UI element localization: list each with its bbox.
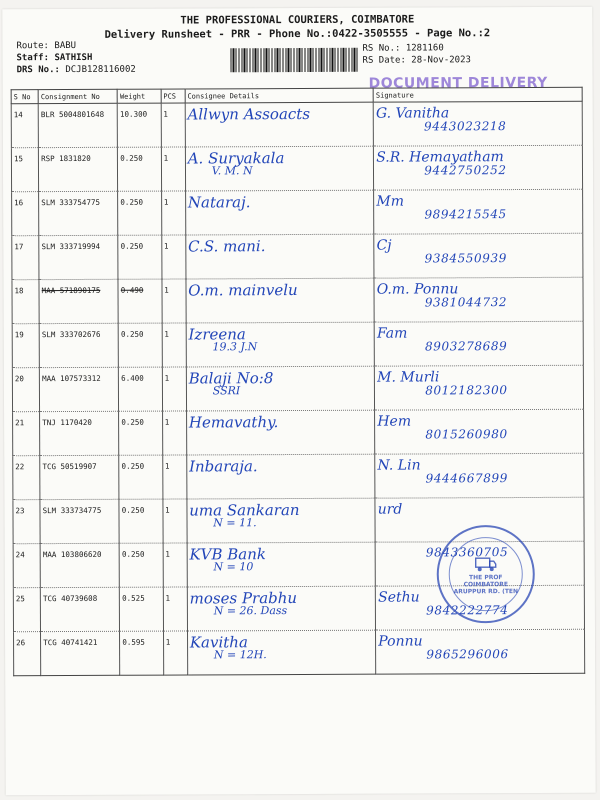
seal-line-2: COIMBATORE bbox=[463, 580, 509, 588]
cell-consignment bbox=[40, 543, 119, 587]
sno-text: 18 bbox=[14, 286, 24, 296]
sno-text: 21 bbox=[15, 418, 25, 428]
table-row bbox=[13, 453, 584, 499]
cell-weight bbox=[119, 543, 163, 587]
cell-consignee-details bbox=[187, 586, 376, 631]
consignment-text: SLM 333754775 bbox=[41, 197, 101, 208]
weight-text: 0.250 bbox=[120, 329, 144, 339]
pcs-text: 1 bbox=[164, 329, 169, 339]
weight-text: 10.300 bbox=[119, 109, 148, 119]
consignment-text: TNJ 1170420 bbox=[42, 417, 92, 428]
table-row bbox=[11, 145, 582, 191]
cell-pcs bbox=[161, 147, 185, 191]
cell-sno bbox=[13, 500, 40, 544]
staff-value: SATHISH bbox=[54, 52, 93, 64]
sno-text: 25 bbox=[15, 594, 25, 604]
cell-sno bbox=[12, 324, 39, 368]
consignment-text: BLR 5004801648 bbox=[40, 109, 105, 120]
pcs-text: 1 bbox=[165, 593, 171, 603]
cell-consignee-details bbox=[186, 322, 375, 367]
pcs-text: 1 bbox=[163, 197, 169, 207]
cell-weight bbox=[118, 147, 162, 191]
pcs-text: 1 bbox=[164, 461, 170, 471]
cell-consignment bbox=[38, 103, 117, 147]
cell-sno bbox=[13, 412, 40, 456]
consignee-handwriting: Kavitha bbox=[189, 633, 248, 652]
pcs-text: 1 bbox=[165, 505, 170, 515]
pcs-text: 1 bbox=[164, 417, 170, 427]
runsheet-page bbox=[2, 7, 595, 796]
cell-pcs bbox=[162, 411, 186, 455]
consignee-address-handwriting: N = 11. bbox=[213, 516, 257, 530]
consignment-text: MAA 107573312 bbox=[42, 373, 101, 384]
cell-signature bbox=[374, 277, 583, 322]
cell-sno bbox=[13, 544, 40, 588]
cell-signature bbox=[374, 233, 583, 278]
cell-sno bbox=[12, 368, 39, 412]
cell-consignee-details bbox=[187, 542, 376, 587]
consignment-text: RSP 1831820 bbox=[41, 153, 91, 164]
cell-weight bbox=[119, 499, 163, 543]
consignee-handwriting: Nataraj. bbox=[187, 193, 251, 212]
consignment-text: TCG 40741421 bbox=[43, 637, 98, 648]
cell-signature bbox=[375, 365, 584, 410]
cell-consignment bbox=[40, 411, 119, 455]
receiver-phone-handwriting: 8012182300 bbox=[425, 383, 508, 398]
consignee-handwriting: uma Sankaran bbox=[189, 500, 300, 520]
cell-consignee-details bbox=[186, 234, 375, 279]
drs-value: DCJB128116002 bbox=[65, 64, 136, 76]
cell-consignment bbox=[41, 631, 120, 675]
cell-consignee-details bbox=[187, 454, 376, 499]
cell-consignee-details bbox=[186, 278, 375, 323]
receiver-phone-handwriting: 9442750252 bbox=[424, 163, 507, 178]
company-title: THE PROFESSIONAL COURIERS, COIMBATORE bbox=[180, 13, 415, 27]
receiver-signature: Hem bbox=[377, 413, 412, 430]
cell-sno bbox=[11, 104, 38, 148]
staff-line bbox=[16, 53, 92, 63]
cell-weight bbox=[119, 455, 163, 499]
col-consignee-details: Consignee Details bbox=[185, 88, 374, 103]
consignee-handwriting: Balaji No:8 bbox=[188, 369, 274, 388]
cell-weight bbox=[119, 367, 163, 411]
cell-pcs bbox=[163, 587, 187, 631]
receiver-signature: G. Vanitha bbox=[375, 105, 450, 122]
cell-signature bbox=[375, 409, 584, 454]
sno-text: 20 bbox=[14, 374, 24, 384]
cell-weight bbox=[119, 411, 163, 455]
cell-consignment bbox=[40, 499, 119, 543]
receiver-phone-handwriting: 9384550939 bbox=[424, 251, 508, 266]
consignee-address-handwriting: N = 12H. bbox=[213, 648, 267, 662]
table-row bbox=[14, 629, 585, 675]
cell-sno bbox=[12, 192, 39, 236]
weight-text: 0.250 bbox=[120, 241, 144, 251]
cell-weight bbox=[118, 235, 162, 279]
receiver-signature: N. Lin bbox=[377, 457, 421, 474]
table-row bbox=[12, 233, 583, 279]
col-consignment: Consignment No bbox=[38, 89, 117, 103]
sno-text: 17 bbox=[14, 242, 24, 252]
receiver-signature: S.R. Hemayatham bbox=[376, 149, 504, 166]
consignee-address-handwriting: V. M. N bbox=[211, 164, 253, 178]
consignee-address-handwriting: N = 26. Dass bbox=[213, 604, 288, 618]
sno-text: 23 bbox=[15, 506, 25, 516]
cell-signature bbox=[374, 145, 583, 190]
receiver-signature: Cj bbox=[376, 237, 392, 254]
cell-consignment bbox=[40, 455, 119, 499]
cell-weight bbox=[118, 279, 162, 323]
consignee-handwriting: O.m. mainvelu bbox=[188, 281, 298, 300]
consignee-handwriting: A. Suryakala bbox=[187, 149, 285, 168]
seal-line-3: ARUPPUR RD. (TEN bbox=[453, 587, 519, 595]
cell-pcs bbox=[162, 323, 186, 367]
cell-consignment bbox=[39, 191, 118, 235]
weight-text: 0.595 bbox=[122, 637, 145, 647]
consignee-handwriting: Izreena bbox=[188, 325, 246, 344]
rs-date-value: 28-Nov-2023 bbox=[411, 55, 471, 66]
rs-no-value: 1281160 bbox=[405, 43, 444, 54]
consignment-text: MAA 571890175 bbox=[41, 285, 101, 296]
cell-consignment bbox=[39, 147, 118, 191]
col-sno: S No bbox=[11, 90, 38, 104]
cell-sno bbox=[12, 280, 39, 324]
table-row bbox=[13, 409, 584, 455]
cell-weight bbox=[117, 103, 161, 147]
col-signature: Signature bbox=[373, 87, 582, 102]
cell-consignee-details bbox=[185, 190, 374, 235]
weight-text: 0.250 bbox=[120, 197, 143, 207]
receiver-phone-handwriting: 9842222774 bbox=[426, 603, 509, 618]
drs-label: DRS No.: bbox=[16, 65, 60, 76]
col-weight: Weight bbox=[117, 89, 160, 103]
cell-consignment bbox=[39, 323, 118, 367]
sno-text: 22 bbox=[15, 462, 25, 472]
cell-consignee-details bbox=[185, 146, 374, 191]
consignee-handwriting: KVB Bank bbox=[189, 545, 267, 564]
sno-text: 24 bbox=[15, 550, 25, 560]
cell-weight bbox=[120, 587, 164, 631]
weight-text: 0.250 bbox=[120, 153, 143, 163]
weight-text: 0.250 bbox=[121, 417, 144, 427]
pcs-text: 1 bbox=[163, 153, 169, 163]
pcs-text: 1 bbox=[164, 373, 170, 383]
cell-pcs bbox=[162, 367, 186, 411]
cell-pcs bbox=[161, 235, 185, 279]
cell-weight bbox=[118, 191, 162, 235]
consignee-address-handwriting: 19.3 J.N bbox=[212, 340, 258, 354]
cell-consignee-details bbox=[187, 630, 376, 675]
cell-pcs bbox=[162, 279, 186, 323]
runsheet-subtitle: Delivery Runsheet - PRR - Phone No.:0422-3505555 - Page No.:2 bbox=[104, 27, 491, 41]
route-label: Route: bbox=[16, 41, 49, 52]
cell-pcs bbox=[163, 499, 187, 543]
rs-no-line bbox=[362, 43, 443, 53]
table-row bbox=[12, 277, 583, 323]
receiver-phone-handwriting: 9894215545 bbox=[424, 207, 507, 222]
company-seal-stamp bbox=[437, 525, 535, 623]
table-row bbox=[12, 189, 583, 235]
route-line bbox=[16, 41, 76, 51]
cell-sno bbox=[11, 148, 38, 192]
table-row bbox=[12, 321, 583, 367]
receiver-phone-handwriting: 8903278689 bbox=[424, 339, 508, 354]
cell-weight bbox=[120, 631, 164, 675]
sno-text: 26 bbox=[16, 638, 26, 648]
courier-logo-icon bbox=[475, 554, 497, 572]
consignee-handwriting: Allwyn Assoacts bbox=[187, 104, 311, 124]
receiver-signature: M. Murli bbox=[377, 369, 440, 386]
receiver-signature: urd bbox=[377, 501, 403, 518]
receiver-phone-handwriting: 9444667899 bbox=[425, 471, 508, 486]
consignee-handwriting: C.S. mani. bbox=[188, 237, 266, 256]
sno-text: 14 bbox=[13, 110, 23, 120]
consignee-address-handwriting: SSRI bbox=[212, 384, 241, 398]
consignment-text: MAA 103806620 bbox=[42, 549, 102, 560]
pcs-text: 1 bbox=[163, 241, 169, 251]
cell-consignee-details bbox=[185, 102, 374, 147]
barcode bbox=[230, 48, 358, 73]
rs-date-label: RS Date: bbox=[362, 55, 406, 66]
receiver-phone-handwriting: 8015260980 bbox=[425, 427, 508, 442]
cell-consignee-details bbox=[186, 410, 375, 455]
staff-label: Staff: bbox=[16, 53, 50, 64]
weight-text: 0.525 bbox=[122, 593, 145, 603]
cell-sno bbox=[14, 632, 41, 676]
receiver-phone-handwriting: 9843360705 bbox=[425, 545, 509, 560]
cell-consignment bbox=[39, 235, 118, 279]
cell-weight bbox=[118, 323, 162, 367]
cell-signature bbox=[375, 453, 584, 498]
pcs-text: 1 bbox=[165, 637, 171, 647]
sno-text: 16 bbox=[14, 198, 24, 208]
consignment-text: SLM 333734775 bbox=[42, 505, 102, 516]
consignee-handwriting: Inbaraja. bbox=[189, 457, 258, 476]
cell-pcs bbox=[163, 631, 187, 675]
cell-signature bbox=[373, 101, 582, 146]
receiver-signature: Sethu bbox=[378, 589, 420, 606]
cell-sno bbox=[12, 236, 39, 280]
consignment-text: TCG 40739608 bbox=[42, 593, 98, 604]
route-value: BABU bbox=[54, 40, 77, 52]
pcs-text: 1 bbox=[165, 549, 170, 559]
weight-text: 0.250 bbox=[121, 505, 145, 515]
cell-signature bbox=[374, 321, 583, 366]
cell-signature bbox=[376, 629, 585, 674]
receiver-phone-handwriting: 9443023218 bbox=[424, 119, 507, 134]
cell-consignment bbox=[39, 279, 118, 323]
consignee-handwriting: Hemavathy. bbox=[188, 413, 279, 432]
receiver-phone-handwriting: 9381044732 bbox=[424, 295, 508, 310]
consignment-text: SLM 333702676 bbox=[41, 329, 101, 340]
weight-text: 6.400 bbox=[121, 373, 144, 383]
cell-consignment bbox=[40, 587, 119, 631]
table-row bbox=[12, 365, 583, 411]
cell-consignment bbox=[40, 367, 119, 411]
cell-signature bbox=[374, 189, 583, 234]
cell-consignee-details bbox=[186, 366, 375, 411]
cell-consignee-details bbox=[187, 498, 376, 543]
cell-pcs bbox=[163, 543, 187, 587]
consignee-address-handwriting: N = 10 bbox=[213, 560, 254, 574]
seal-line-1: THE PROF bbox=[468, 573, 503, 581]
receiver-phone-handwriting: 9865296006 bbox=[426, 647, 509, 662]
cell-pcs bbox=[161, 191, 185, 235]
cell-pcs bbox=[161, 103, 185, 147]
weight-text: 0.490 bbox=[120, 285, 144, 295]
cell-sno bbox=[13, 588, 40, 632]
consignee-handwriting: moses Prabhu bbox=[189, 589, 298, 608]
pcs-text: 1 bbox=[163, 109, 168, 119]
sno-text: 19 bbox=[14, 330, 24, 340]
weight-text: 0.250 bbox=[121, 549, 145, 559]
col-pcs: PCS bbox=[161, 89, 185, 103]
receiver-signature: Mm bbox=[376, 193, 405, 210]
document-delivery-stamp: DOCUMENT DELIVERY bbox=[368, 74, 548, 92]
receiver-signature: Ponnu bbox=[378, 633, 423, 650]
receiver-signature: O.m. Ponnu bbox=[376, 281, 459, 298]
pcs-text: 1 bbox=[164, 285, 169, 295]
cell-sno bbox=[13, 456, 40, 500]
cell-pcs bbox=[162, 455, 186, 499]
consignment-text: TCG 50519907 bbox=[42, 461, 97, 472]
drs-line bbox=[17, 65, 136, 76]
receiver-signature: Fam bbox=[376, 325, 408, 342]
sno-text: 15 bbox=[13, 154, 23, 164]
rs-date-line bbox=[362, 55, 470, 65]
table-row bbox=[11, 101, 582, 147]
consignment-text: SLM 333719994 bbox=[41, 241, 101, 252]
weight-text: 0.250 bbox=[121, 461, 145, 471]
rs-no-label: RS No.: bbox=[362, 43, 401, 54]
